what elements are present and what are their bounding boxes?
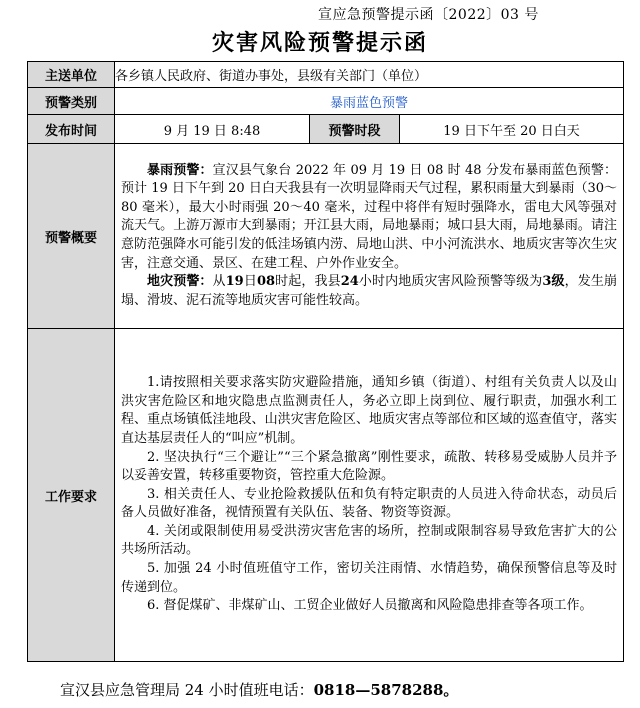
geo-warning-title: 地灾预警：	[147, 274, 213, 290]
rain-warning-paragraph	[115, 162, 623, 274]
requirement-item: 5. 加强 24 小时值班值守工作，密切关注雨情、水情趋势，确保预警信息等及时传递到位。	[121, 561, 618, 595]
geo-text-1: 从	[212, 274, 226, 290]
duty-phone-footer	[60, 679, 458, 700]
geo-bold-3: 24	[340, 274, 359, 290]
warning-table	[27, 61, 624, 662]
duty-phone-number: 0818—5878288。	[313, 681, 459, 699]
geo-bold-4: 3级	[542, 274, 565, 290]
category-label: 预警类别	[28, 88, 115, 115]
period-label: 预警时段	[310, 115, 400, 144]
geo-text-5: ，发生崩塌、滑坡、泥石流等地质灾害可能性较高。	[121, 274, 617, 308]
category-value: 暴雨蓝色预警	[115, 88, 624, 115]
requirement-item: 6. 督促煤矿、非煤矿山、工贸企业做好人员撤离和风险隐患排查等各项工作。	[147, 598, 593, 614]
requirements-content	[115, 329, 624, 662]
recipient-label: 主送单位	[28, 62, 115, 88]
geo-warning-paragraph	[115, 273, 623, 310]
recipient-value: 各乡镇人民政府、街道办事处，县级有关部门（单位）	[115, 62, 624, 88]
release-label: 发布时间	[28, 115, 115, 144]
geo-text-3: 时起，我县	[275, 274, 341, 290]
release-row	[28, 115, 624, 144]
rain-warning-title: 暴雨预警：	[147, 162, 213, 178]
period-value: 19 日下午至 20 日白天	[400, 115, 624, 144]
requirement-item: 4. 关闭或限制使用易受洪涝灾害危害的场所，控制或限制容易导致危害扩大的公共场所活动。	[121, 523, 618, 558]
document-title: 灾害风险预警提示函	[211, 30, 428, 56]
overview-row	[28, 144, 624, 329]
geo-text-4: 小时内地质灾害风险预警等级为	[358, 274, 543, 290]
geo-bold-1: 19	[225, 274, 244, 290]
overview-label: 预警概要	[28, 144, 115, 329]
footer-text: 宣汉县应急管理局 24 小时值班电话：	[60, 681, 314, 699]
geo-text-2: 日	[243, 274, 257, 290]
recipient-row	[28, 62, 624, 88]
document-number: 宣应急预警提示函〔2022〕03 号	[318, 7, 539, 23]
requirements-row	[28, 329, 624, 662]
category-row	[28, 88, 624, 115]
geo-bold-2: 08	[256, 274, 276, 290]
rain-warning-text: 宣汉县气象台 2022 年 09 月 19 日 08 时 48 分发布暴雨蓝色预警：预计 19 日下午到 20 日白天我县有一次明显降雨天气过程，累积雨量大到暴雨（30～80 毫米），最大小时雨强 20～40 毫米，过程中将伴有短时强降水，雷电大风等强对流天气。上游万源市大到暴雨；开江县大雨，局地暴雨；城口县大雨，局地暴雨。请注意防范强降水可能引发的低洼场镇内涝、局地山洪、中小河流洪水、地质灾害等次生灾害，注意交通、景区、在建工程、户外作业安全。	[121, 162, 618, 271]
requirement-item: 2. 坚决执行“三个避让”“三个紧急撤离”刚性要求，疏散、转移易受威胁人员并予以妥善安置，转移重要物资，管控重大危险源。	[121, 449, 618, 484]
release-time: 9 月 19 日 8:48	[115, 115, 310, 144]
requirement-item: 1.请按照相关要求落实防灾避险措施，通知乡镇（街道）、村组有关负责人以及山洪灾害危险区和地灾隐患点监测责任人，务必立即上岗到位、履行职责，加强水利工程、重点场镇低洼地段、山洪灾害危险区、地质灾害点等部位和区域的巡查值守，落实直达基层责任人的“叫应”机制。	[121, 375, 618, 446]
requirement-item: 3. 相关责任人、专业抢险救援队伍和负有特定职责的人员进入待命状态，动员后备人员做好准备，视情预置有关队伍、装备、物资等资源。	[121, 486, 618, 521]
overview-content	[115, 144, 624, 329]
requirements-label: 工作要求	[28, 329, 115, 662]
